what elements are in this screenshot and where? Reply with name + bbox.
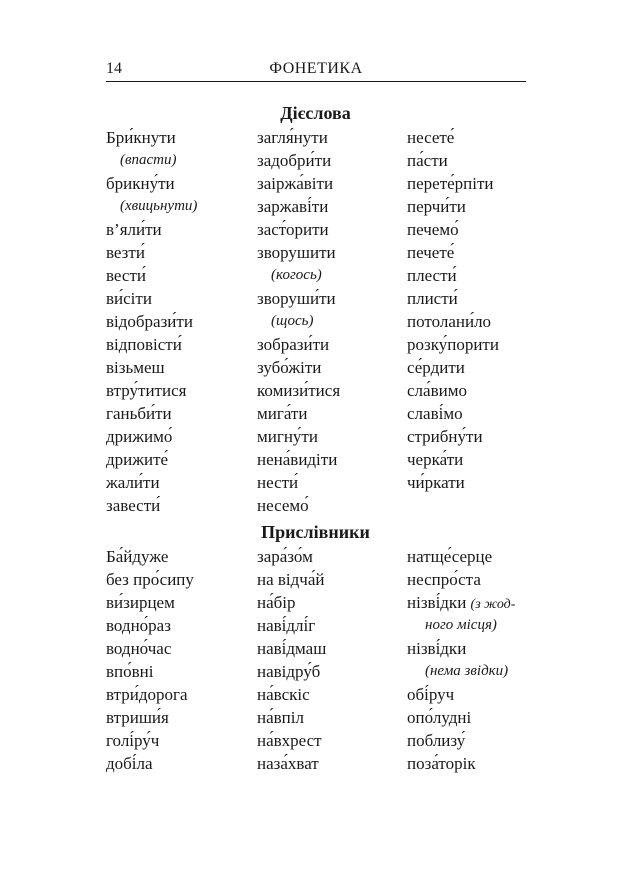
verbs-column-3 — [407, 126, 577, 494]
word-text: нізві́дки — [407, 593, 467, 612]
word-text: перчи́ти — [407, 197, 466, 216]
word-entry — [257, 471, 427, 494]
word-entry — [407, 448, 577, 471]
word-entry — [106, 614, 276, 637]
word-text: без про́сипу — [106, 570, 194, 589]
word-text: нізві́дки — [407, 639, 467, 658]
word-entry — [257, 591, 427, 614]
word-entry — [106, 356, 276, 379]
word-text: зобрази́ти — [257, 335, 330, 354]
word-entry — [106, 310, 276, 333]
word-entry — [407, 425, 577, 448]
word-text: несете́ — [407, 128, 455, 147]
word-text: ви́зирцем — [106, 593, 175, 612]
word-entry — [407, 264, 577, 287]
word-text: зубо́жіти — [257, 358, 322, 377]
word-entry — [407, 545, 577, 568]
word-entry — [106, 568, 276, 591]
word-text: заіржа́віти — [257, 174, 334, 193]
word-entry — [407, 310, 577, 333]
word-text: нести́ — [257, 473, 299, 492]
word-entry — [106, 126, 276, 149]
word-entry — [106, 545, 276, 568]
word-text: ви́сіти — [106, 289, 152, 308]
word-text: загля́нути — [257, 128, 328, 147]
word-text: добі́ла — [106, 754, 153, 773]
word-entry — [407, 356, 577, 379]
word-entry — [106, 752, 276, 775]
word-text: жали́ти — [106, 473, 160, 492]
word-entry — [106, 637, 276, 660]
word-entry — [106, 287, 276, 310]
word-text: впо́вні — [106, 662, 154, 681]
word-note — [106, 195, 276, 218]
verbs-column-1 — [106, 126, 276, 517]
word-text: славі́мо — [407, 404, 463, 423]
word-note — [106, 149, 276, 172]
running-title: ФОНЕТИКА — [269, 60, 363, 77]
word-text: заржаві́ти — [257, 197, 329, 216]
word-entry — [106, 448, 276, 471]
word-text: наві́дмаш — [257, 639, 327, 658]
word-text: ганьби́ти — [106, 404, 172, 423]
word-text: втру́титися — [106, 381, 187, 400]
word-text: вести́ — [106, 266, 146, 285]
word-entry — [407, 126, 577, 149]
word-text: втриши́я — [106, 708, 169, 727]
word-entry — [407, 218, 577, 241]
adverbs-column-3 — [407, 545, 577, 775]
word-text: водно́час — [106, 639, 172, 658]
word-entry — [257, 545, 427, 568]
word-text: голі́ру́ч — [106, 731, 160, 750]
word-entry — [106, 683, 276, 706]
word-entry — [407, 333, 577, 356]
page-number: 14 — [106, 60, 122, 77]
word-text: стрибну́ти — [407, 427, 483, 446]
word-text: зара́зо́м — [257, 547, 313, 566]
word-text: печете́ — [407, 243, 455, 262]
word-text: зворуши́ти — [257, 289, 336, 308]
word-text: дрижимо́ — [106, 427, 173, 446]
word-text: відобрази́ти — [106, 312, 193, 331]
word-text: мига́ти — [257, 404, 308, 423]
word-text: комизи́тися — [257, 381, 341, 400]
word-text: на́впіл — [257, 708, 304, 727]
word-entry — [106, 379, 276, 402]
adverbs-column-1 — [106, 545, 276, 775]
header-rule — [106, 81, 526, 82]
word-entry — [106, 402, 276, 425]
verbs-column-2 — [257, 126, 427, 517]
adverbs-column-2 — [257, 545, 427, 775]
word-text: (когось) — [271, 267, 322, 283]
word-entry — [257, 241, 427, 264]
word-entry — [257, 494, 427, 517]
word-text: на́вскіс — [257, 685, 310, 704]
word-text: обі́руч — [407, 685, 455, 704]
word-entry — [407, 706, 577, 729]
word-note — [257, 264, 427, 287]
page-header — [106, 58, 526, 82]
word-note — [407, 660, 577, 683]
word-text: водно́раз — [106, 616, 171, 635]
word-entry — [257, 660, 427, 683]
word-entry — [257, 448, 427, 471]
word-entry — [407, 287, 577, 310]
word-entry — [257, 218, 427, 241]
word-entry — [407, 379, 577, 402]
word-text: ного місця) — [425, 617, 497, 633]
word-text: Ба́йдуже — [106, 547, 169, 566]
word-text: несемо́ — [257, 496, 309, 515]
word-entry — [257, 614, 427, 637]
word-text: дрижите́ — [106, 450, 169, 469]
word-entry — [407, 149, 577, 172]
word-text: печемо́ — [407, 220, 459, 239]
word-entry — [407, 591, 577, 614]
word-text: візьмеш — [106, 358, 165, 377]
word-entry — [106, 425, 276, 448]
word-entry — [407, 683, 577, 706]
word-text: плисти́ — [407, 289, 458, 308]
word-entry — [106, 241, 276, 264]
word-text: перете́рпіти — [407, 174, 494, 193]
word-text: опо́лудні — [407, 708, 472, 727]
word-entry — [257, 425, 427, 448]
word-entry — [407, 568, 577, 591]
word-text: навідру́б — [257, 662, 321, 681]
word-entry — [407, 172, 577, 195]
word-entry — [257, 683, 427, 706]
word-text: задобри́ти — [257, 151, 332, 170]
word-text: заст́орити — [257, 220, 329, 239]
word-text: (щось) — [271, 313, 314, 329]
word-entry — [106, 729, 276, 752]
word-text: се́рдити — [407, 358, 465, 377]
word-text: (нема звідки) — [425, 663, 509, 679]
word-text: везти́ — [106, 243, 145, 262]
word-text: втри́дорога — [106, 685, 188, 704]
word-text: (хвицьнути) — [120, 198, 198, 214]
word-text: (впасти) — [120, 152, 177, 168]
word-entry — [407, 471, 577, 494]
word-entry — [106, 706, 276, 729]
word-entry — [106, 172, 276, 195]
word-text: Бри́кнути — [106, 128, 176, 147]
word-text: розку́порити — [407, 335, 499, 354]
word-text: па́сти — [407, 151, 448, 170]
word-entry — [257, 287, 427, 310]
word-entry — [106, 471, 276, 494]
word-text: потолани́ло — [407, 312, 492, 331]
word-text: натще́серце — [407, 547, 493, 566]
word-text: завести́ — [106, 496, 161, 515]
section-heading-verbs: Дієслова — [280, 103, 351, 123]
word-entry — [106, 218, 276, 241]
word-text: чи́ркати — [407, 473, 465, 492]
word-entry — [407, 752, 577, 775]
word-text: наза́хват — [257, 754, 319, 773]
word-text: зворушити — [257, 243, 336, 262]
word-entry — [106, 660, 276, 683]
word-entry — [257, 356, 427, 379]
word-entry — [407, 637, 577, 660]
word-extra: (з жод- — [470, 597, 516, 612]
word-note — [407, 614, 577, 637]
word-text: поблизу́ — [407, 731, 466, 750]
word-entry — [257, 172, 427, 195]
word-entry — [257, 752, 427, 775]
word-text: нена́видіти — [257, 450, 338, 469]
word-text: поза́торік — [407, 754, 476, 773]
word-text: відповісти́ — [106, 335, 182, 354]
word-text: черка́ти — [407, 450, 464, 469]
word-entry — [257, 149, 427, 172]
word-entry — [106, 264, 276, 287]
word-entry — [106, 591, 276, 614]
word-entry — [106, 494, 276, 517]
word-text: брикну́ти — [106, 174, 175, 193]
word-text: на відча́й — [257, 570, 325, 589]
word-entry — [407, 402, 577, 425]
word-entry — [407, 195, 577, 218]
word-entry — [257, 333, 427, 356]
word-entry — [407, 729, 577, 752]
word-entry — [257, 729, 427, 752]
word-entry — [257, 379, 427, 402]
section-heading-adverbs: Прислівники — [261, 522, 370, 542]
word-text: на́вхрест — [257, 731, 322, 750]
word-text: неспро́ста — [407, 570, 481, 589]
word-note — [257, 310, 427, 333]
word-entry — [257, 402, 427, 425]
word-entry — [257, 195, 427, 218]
word-entry — [407, 241, 577, 264]
word-text: в’яли́ти — [106, 220, 162, 239]
word-entry — [257, 126, 427, 149]
word-entry — [257, 568, 427, 591]
word-text: мигну́ти — [257, 427, 318, 446]
word-text: плести́ — [407, 266, 457, 285]
word-text: на́бір — [257, 593, 296, 612]
word-entry — [106, 333, 276, 356]
word-entry — [257, 706, 427, 729]
word-text: наві́длі́г — [257, 616, 316, 635]
word-entry — [257, 637, 427, 660]
word-text: сла́вимо — [407, 381, 467, 400]
